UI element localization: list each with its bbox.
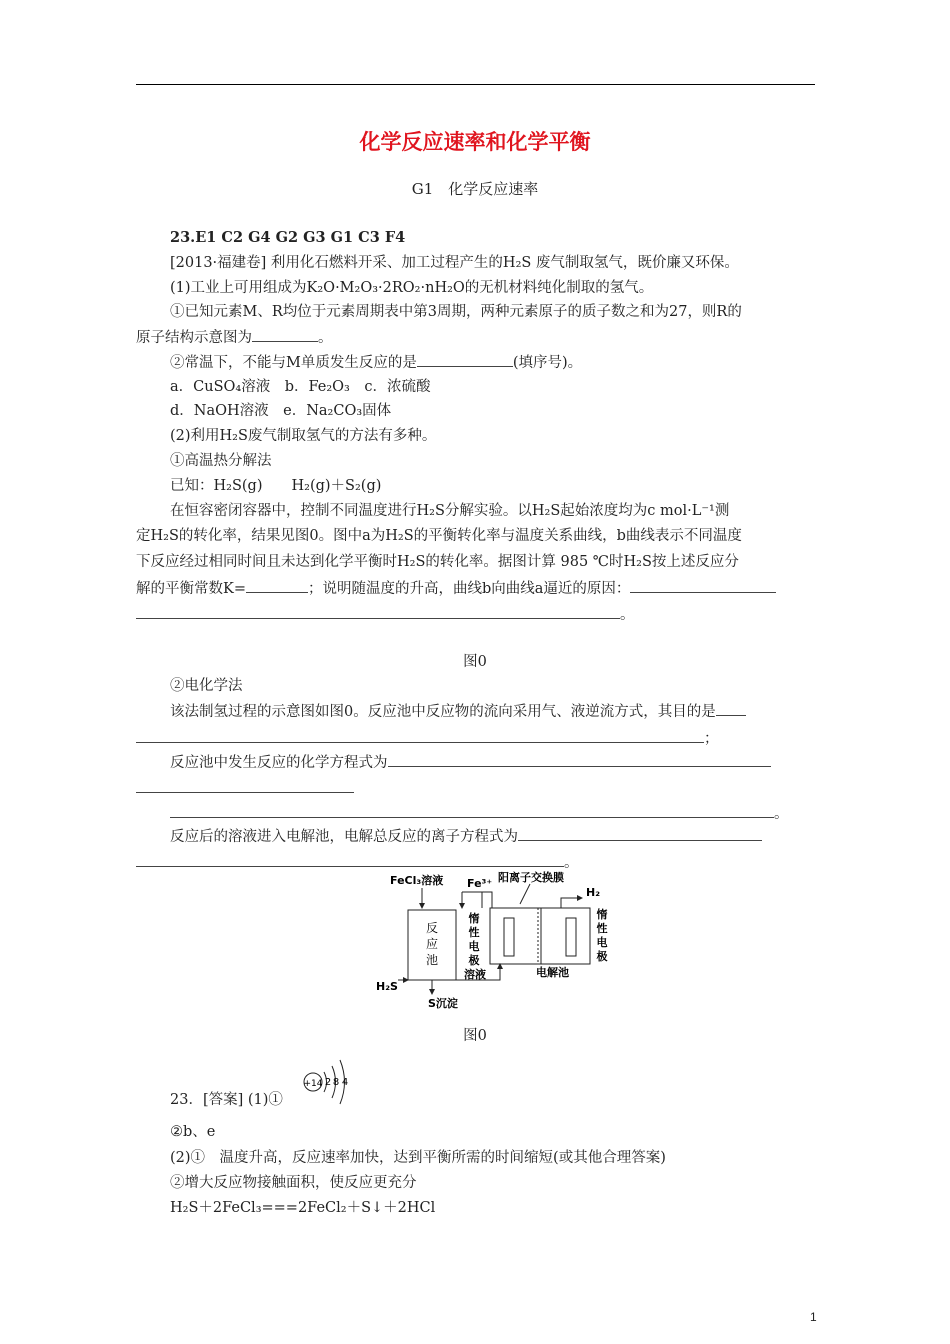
q1-end: 。	[318, 330, 333, 346]
right-electrode	[566, 918, 576, 956]
answer-blank[interactable]	[518, 826, 762, 841]
shell-electrons: 4	[341, 1077, 349, 1088]
right-electrode-char: 极	[596, 950, 608, 963]
figure-caption: 图0	[463, 654, 487, 670]
answer-blank[interactable]	[170, 803, 774, 818]
left-electrode-char: 极	[468, 954, 480, 967]
h2s-label: H₂S	[376, 980, 398, 993]
left-electrode-char: 电	[468, 940, 480, 953]
line-end: ；	[704, 731, 719, 747]
q1-prompt: 原子结构示意图为	[136, 330, 252, 346]
answer-3: (2)① 温度升高，反应速率加快，达到平衡所需的时间缩短(或其他合理答案)	[170, 1150, 666, 1166]
page-title: 化学反应速率和化学平衡	[359, 130, 591, 154]
left-electrode-char: 性	[468, 926, 480, 939]
reactor-char: 反	[425, 921, 439, 935]
right-electrode-char: 电	[596, 936, 608, 949]
sulfur-label: S沉淀	[428, 997, 458, 1010]
answer-blank[interactable]	[388, 752, 771, 767]
fe3-label: Fe³⁺	[467, 877, 493, 890]
electro-line2	[136, 728, 815, 749]
answer-blank[interactable]	[136, 852, 564, 867]
answer-4: ②增大反应物接触面积，使反应更充分	[170, 1175, 417, 1191]
nucleus-charge: +14	[303, 1079, 323, 1089]
options-line2: d．NaOH溶液 e．Na₂CO₃固体	[170, 403, 392, 419]
figure-caption: 图0	[463, 1028, 487, 1044]
q2-prompt: ②常温下，不能与M单质发生反应的是	[170, 355, 417, 371]
solution-label: 溶液	[464, 968, 486, 981]
fecl3-label: FeCl₃溶液	[390, 874, 444, 887]
h2-label: H₂	[586, 886, 601, 899]
section-title: G1 化学反应速率	[411, 180, 539, 198]
answer-blank[interactable]	[246, 578, 308, 593]
experiment-line3: 下反应经过相同时间且未达到化学平衡时H₂S的转化率。据图计算 985 ℃时H₂S按上述反应分	[136, 554, 739, 570]
reason-prompt: ；说明随温度的升高，曲线b向曲线a逼近的原因：	[307, 581, 631, 597]
known-reaction: 已知：H₂S(g) H₂(g)＋S₂(g)	[170, 478, 382, 494]
reactor-equation-prompt: 反应池中发生反应的化学方程式为	[170, 755, 388, 771]
h2-outlet-arrow	[561, 898, 582, 908]
answer-blank[interactable]	[136, 778, 354, 793]
membrane-label: 阳离子交换膜	[498, 871, 564, 884]
answer-blank[interactable]	[136, 604, 620, 619]
electrolysis-diagram	[370, 868, 620, 1012]
experiment-line4	[136, 578, 815, 599]
answer-label: 23．[答案] (1)①	[170, 1092, 283, 1108]
part-1-q1-line1: ①已知元素M、R均位于元素周期表中第3周期，两种元素原子的质子数之和为27，则R的	[170, 304, 742, 320]
part-1: (1)工业上可用组成为K₂O·M₂O₃·2RO₂·nH₂O的无机材料纯化制取的氢气。	[170, 280, 654, 296]
left-electrode-char: 惰	[468, 912, 480, 925]
answer-blank[interactable]	[417, 352, 513, 367]
options-line1: a．CuSO₄溶液 b．Fe₂O₃ c．浓硫酸	[170, 379, 431, 395]
experiment-line5	[136, 604, 815, 625]
fe3-return-arrow	[482, 892, 492, 908]
answer-blank[interactable]	[136, 728, 704, 743]
question-tags: 23.E1 C2 G4 G2 G3 G1 C3 F4	[170, 229, 406, 246]
source-intro: [2013·福建卷] 利用化石燃料开采、加工过程产生的H₂S 废气制取氢气，既价廉又环保。	[170, 255, 739, 271]
method-1: ①高温热分解法	[170, 453, 272, 469]
k-prompt: 解的平衡常数K=	[136, 581, 246, 597]
method-2: ②电化学法	[170, 678, 243, 694]
part-1-q1-line2	[136, 327, 815, 348]
left-electrode	[504, 918, 514, 956]
line-end: 。	[774, 806, 789, 822]
experiment-line1: 在恒容密闭容器中，控制不同温度进行H₂S分解实验。以H₂S起始浓度均为c mol·L⁻¹测	[170, 503, 730, 519]
electro-line5	[170, 803, 849, 824]
electro-line4	[136, 778, 815, 799]
shell-electrons: 2	[324, 1077, 332, 1088]
part-2: (2)利用H₂S废气制取氢气的方法有多种。	[170, 428, 437, 444]
line-end: 。	[620, 607, 635, 623]
answer-5: H₂S＋2FeCl₃===2FeCl₂＋S↓＋2HCl	[170, 1200, 436, 1216]
part-1-q2	[170, 352, 849, 373]
answer-blank[interactable]	[630, 578, 776, 593]
reactor-char: 应	[425, 937, 439, 951]
line-end: 。	[564, 855, 579, 871]
electro-prompt: 该法制氢过程的示意图如图0。反应池中反应物的流向采用气、液逆流方式，其目的是	[170, 704, 716, 720]
cell-label: 电解池	[536, 966, 569, 979]
answer-2: ②b、e	[170, 1124, 216, 1140]
atom-structure-diagram	[300, 1056, 360, 1108]
right-electrode-char: 惰	[596, 908, 608, 921]
answer-blank[interactable]	[716, 701, 746, 716]
cell-equation-prompt: 反应后的溶液进入电解池，电解总反应的离子方程式为	[170, 829, 518, 845]
header-rule	[136, 84, 815, 85]
page-number: 1	[810, 1310, 817, 1324]
electro-line6	[170, 826, 849, 847]
reactor-char: 池	[425, 953, 439, 967]
answer-blank[interactable]	[252, 327, 318, 342]
q2-end: (填序号)。	[512, 355, 583, 371]
electro-line3	[170, 752, 849, 773]
shell-electrons: 8	[332, 1077, 340, 1088]
right-electrode-char: 性	[596, 922, 608, 935]
membrane-pointer	[520, 884, 530, 904]
electro-line1	[170, 701, 849, 722]
experiment-line2: 定H₂S的转化率，结果见图0。图中a为H₂S的平衡转化率与温度关系曲线，b曲线表示不同温度	[136, 528, 742, 544]
